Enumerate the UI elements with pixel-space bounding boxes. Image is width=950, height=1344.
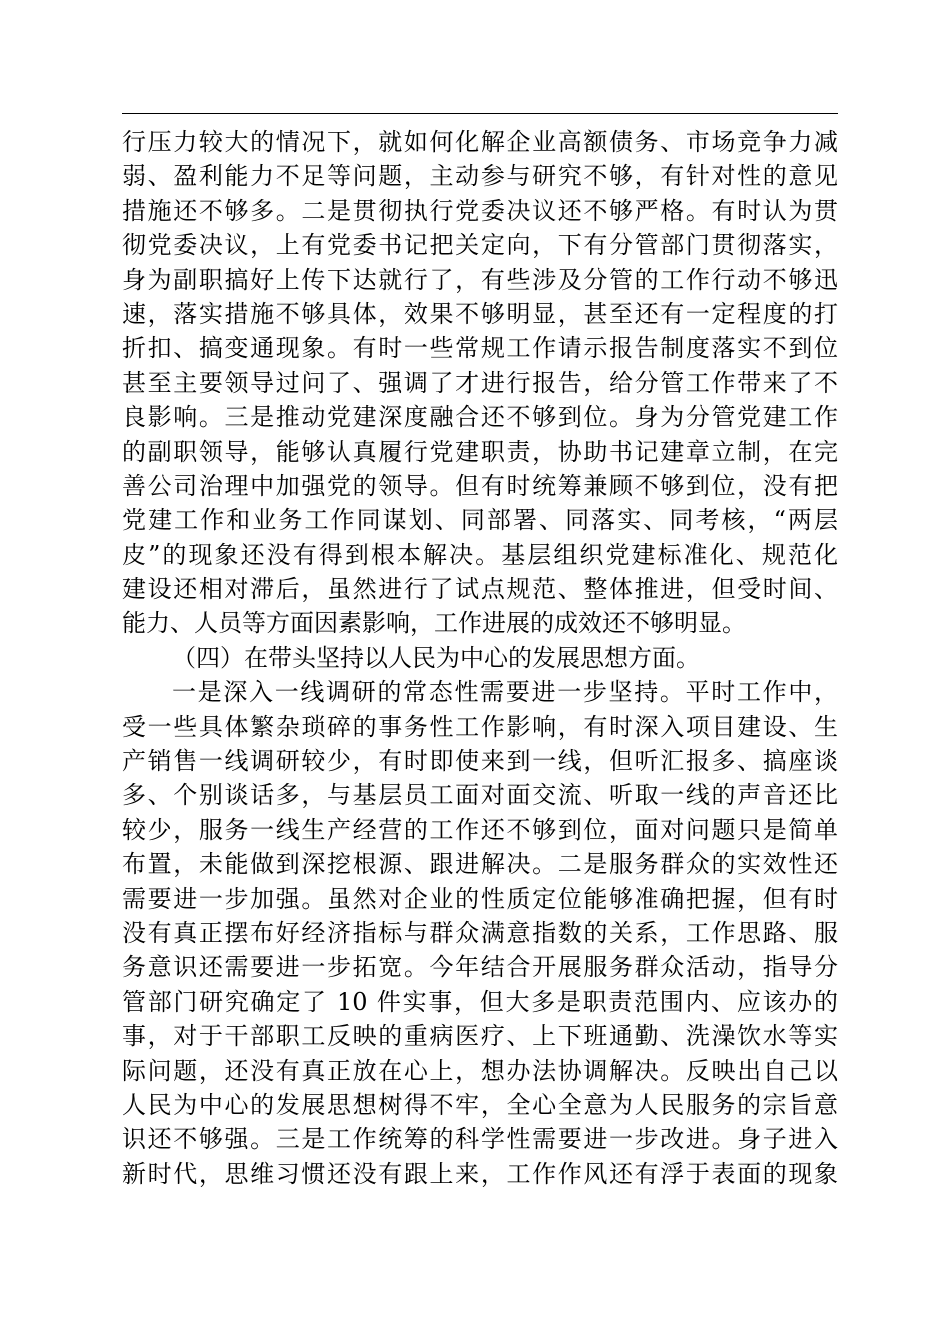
text-line: 速，落实措施不够具体，效果不够明显，甚至还有一定程度的打 (122, 299, 838, 328)
text-line: 较少，服务一线生产经营的工作还不够到位，面对问题只是简单 (122, 815, 838, 844)
text-line: 产销售一线调研较少，有时即使来到一线，但听汇报多、搞座谈 (122, 747, 838, 776)
text-line: 弱、盈利能力不足等问题，主动参与研究不够，有针对性的意见 (122, 162, 838, 191)
text-line: 彻党委决议，上有党委书记把关定向，下有分管部门贯彻落实， (122, 231, 838, 260)
text-line: 没有真正摆布好经济指标与群众满意指数的关系，工作思路、服 (122, 918, 838, 947)
text-line: 事，对于干部职工反映的重病医疗、上下班通勤、洗澡饮水等实 (122, 1022, 838, 1051)
text-line: 的副职领导，能够认真履行党建职责，协助书记建章立制，在完 (122, 437, 838, 466)
text-line-paragraph-start: 一是深入一线调研的常态性需要进一步坚持。平时工作中， (172, 678, 838, 707)
text-line: 皮”的现象还没有得到根本解决。基层组织党建标准化、规范化 (122, 540, 838, 569)
text-line: 际问题，还没有真正放在心上，想办法协调解决。反映出自己以 (122, 1056, 838, 1085)
text-line: 善公司治理中加强党的领导。但有时统筹兼顾不够到位，没有把 (122, 471, 838, 500)
text-line: 行压力较大的情况下，就如何化解企业高额债务、市场竞争力减 (122, 128, 838, 156)
text-line: 建设还相对滞后，虽然进行了试点规范、整体推进，但受时间、 (122, 575, 838, 604)
text-line: 管部门研究确定了 10 件实事，但大多是职责范围内、应该办的 (122, 987, 838, 1016)
text-line: 多、个别谈话多，与基层员工面对面交流、听取一线的声音还比 (122, 781, 838, 810)
text-line: 甚至主要领导过问了、强调了才进行报告，给分管工作带来了不 (122, 368, 838, 397)
text-line: 务意识还需要进一步拓宽。今年结合开展服务群众活动，指导分 (122, 953, 838, 982)
section-heading: （四）在带头坚持以人民为中心的发展思想方面。 (172, 643, 700, 672)
text-line: 党建工作和业务工作同谋划、同部署、同落实、同考核，“两层 (122, 506, 838, 535)
body-text (122, 125, 838, 1191)
text-line: 人民为中心的发展思想树得不牢，全心全意为人民服务的宗旨意 (122, 1090, 838, 1119)
header-rule (122, 113, 838, 114)
text-line: 布置，未能做到深挖根源、跟进解决。二是服务群众的实效性还 (122, 850, 838, 879)
text-line: 措施还不够多。二是贯彻执行党委决议还不够严格。有时认为贯 (122, 196, 838, 225)
text-line: 需要进一步加强。虽然对企业的性质定位能够准确把握，但有时 (122, 884, 838, 913)
text-line: 新时代，思维习惯还没有跟上来，工作作风还有浮于表面的现象 (122, 1159, 838, 1188)
text-line: 身为副职搞好上传下达就行了，有些涉及分管的工作行动不够迅 (122, 265, 838, 294)
text-line: 受一些具体繁杂琐碎的事务性工作影响，有时深入项目建设、生 (122, 712, 838, 741)
text-line: 折扣、搞变通现象。有时一些常规工作请示报告制度落实不到位 (122, 334, 838, 363)
text-line: 识还不够强。三是工作统筹的科学性需要进一步改进。身子进入 (122, 1125, 838, 1154)
text-line-paragraph-end: 能力、人员等方面因素影响，工作进展的成效还不够明显。 (122, 609, 746, 638)
text-line: 良影响。三是推动党建深度融合还不够到位。身为分管党建工作 (122, 403, 838, 432)
